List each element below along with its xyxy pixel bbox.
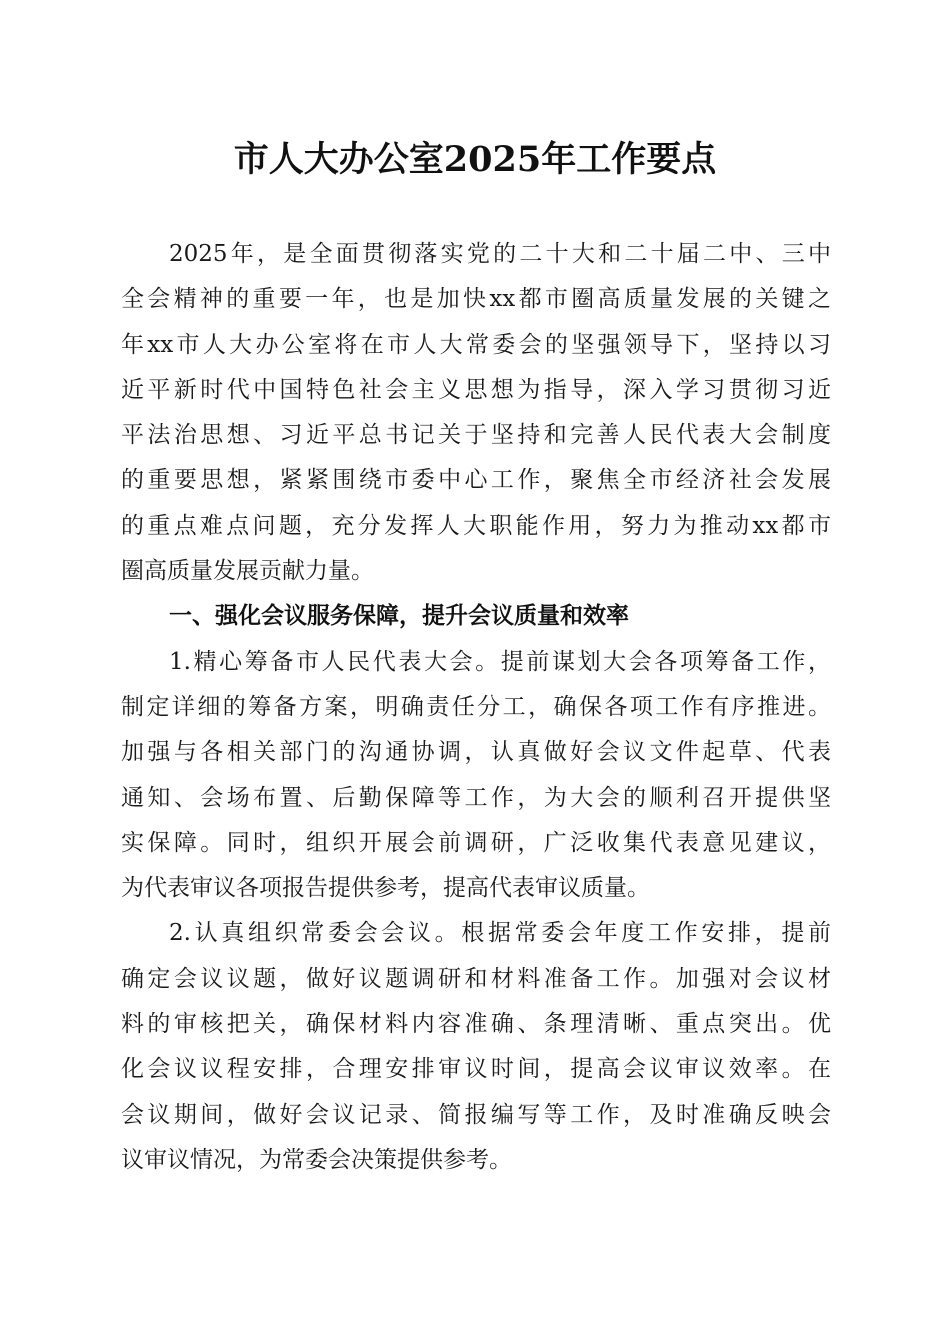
intro-line: 圈高质量发展贡献力量。 xyxy=(121,558,374,585)
intro-line: 近平新时代中国特色社会主义思想为指导，深入学习贯彻习近 xyxy=(121,376,831,403)
document-body xyxy=(121,232,831,1183)
item2-line: 料的审核把关，确保材料内容准确、条理清晰、重点突出。优 xyxy=(121,1011,831,1038)
item1-line: 为代表审议各项报告提供参考，提高代表审议质量。 xyxy=(121,875,650,902)
item1-line: 制定详细的筹备方案，明确责任分工，确保各项工作有序推进。 xyxy=(121,693,831,720)
intro-line: 的重点难点问题，充分发挥人大职能作用，努力为推动xx都市 xyxy=(121,512,831,539)
item1-line: 加强与各相关部门的沟通协调，认真做好会议文件起草、代表 xyxy=(121,739,831,766)
item2-line: 2.认真组织常委会会议。根据常委会年度工作安排，提前 xyxy=(169,920,831,947)
document-title: 市人大办公室2025年工作要点 xyxy=(233,139,717,180)
item2-line: 化会议议程安排，合理安排审议时间，提高会议审议效率。在 xyxy=(121,1056,831,1083)
intro-line: 全会精神的重要一年，也是加快xx都市圈高质量发展的关键之 xyxy=(121,286,831,313)
section-heading: 一、强化会议服务保障，提升会议质量和效率 xyxy=(169,603,629,630)
item1-line: 通知、会场布置、后勤保障等工作，为大会的顺利召开提供坚 xyxy=(121,784,831,811)
item2-line: 确定会议议题，做好议题调研和材料准备工作。加强对会议材 xyxy=(121,965,831,992)
intro-line: 年xx市人大办公室将在市人大常委会的坚强领导下，坚持以习 xyxy=(121,331,831,358)
intro-line: 2025年，是全面贯彻落实党的二十大和二十届二中、三中 xyxy=(169,241,831,267)
item2-line: 议审议情况，为常委会决策提供参考。 xyxy=(121,1146,512,1173)
intro-line: 的重要思想，紧紧围绕市委中心工作，聚焦全市经济社会发展 xyxy=(121,467,831,494)
intro-line: 平法治思想、习近平总书记关于坚持和完善人民代表大会制度 xyxy=(121,422,831,449)
item2-line: 会议期间，做好会议记录、简报编写等工作，及时准确反映会 xyxy=(121,1101,831,1128)
item1-line: 实保障。同时，组织开展会前调研，广泛收集代表意见建议， xyxy=(121,829,831,856)
item1-line: 1.精心筹备市人民代表大会。提前谋划大会各项筹备工作， xyxy=(169,648,831,675)
